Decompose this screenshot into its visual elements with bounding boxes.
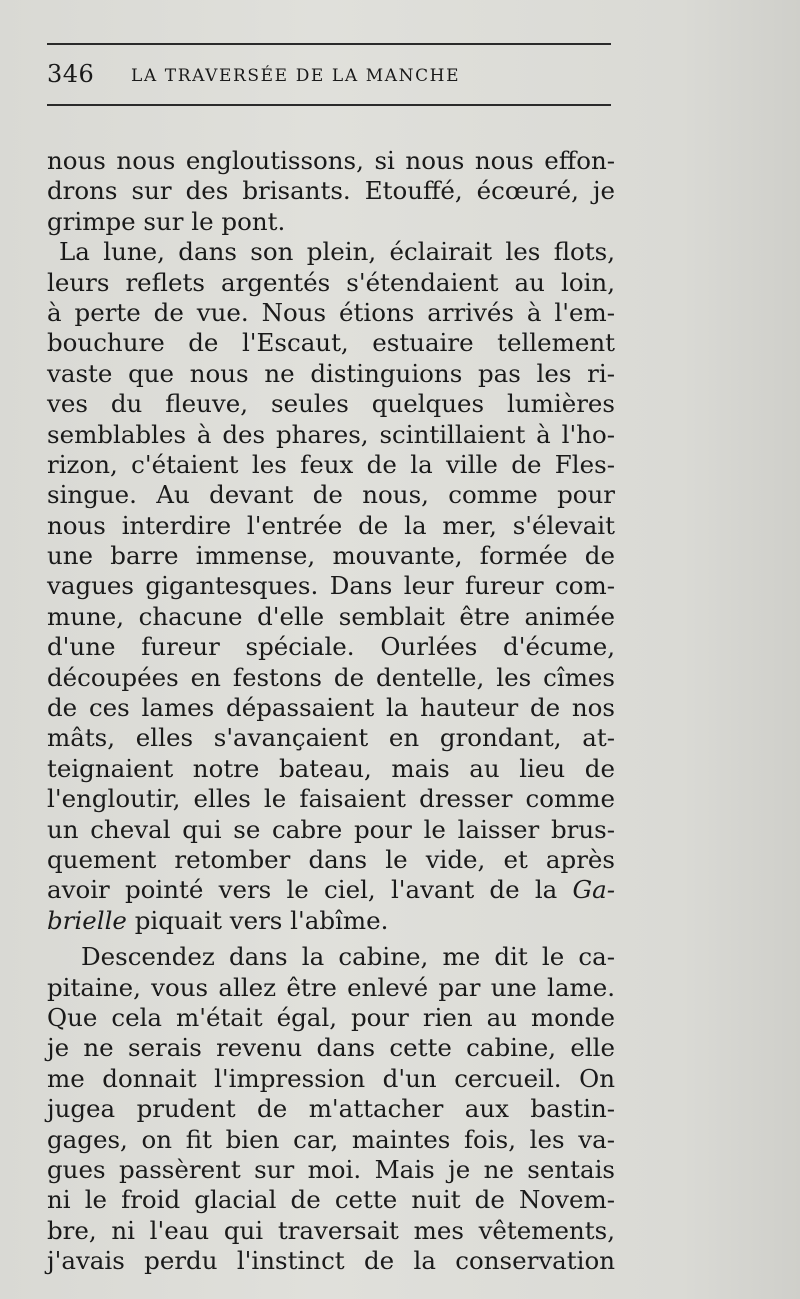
text-line: vagues gigantesques. Dans leur fureur com-: [47, 571, 615, 601]
body-text: [47, 146, 615, 1276]
text-line: de ces lames dépassaient la hauteur de nos: [47, 693, 615, 723]
text-line: gages, on fit bien car, maintes fois, les va-: [47, 1124, 615, 1154]
text-line: leurs reflets argentés s'étendaient au loin,: [47, 267, 615, 297]
text-line: ni le froid glacial de cette nuit de Novem-: [47, 1185, 615, 1215]
text-line: [47, 906, 615, 936]
text-line: drons sur des brisants. Etouffé, écœuré, je: [47, 176, 615, 206]
text-line: nous nous engloutissons, si nous nous effon-: [47, 146, 615, 175]
paragraph-first-line: Descendez dans la cabine, me dit le ca-: [81, 942, 615, 972]
header-rule-top: [47, 43, 611, 45]
text-line: jugea prudent de m'attacher aux bastin-: [47, 1094, 615, 1124]
text-segment: avoir pointé vers le ciel, l'avant de la: [47, 875, 558, 905]
text-line: rizon, c'étaient les feux de la ville de Fles-: [47, 449, 615, 479]
text-line: pitaine, vous allez être enlevé par une lame.: [47, 972, 615, 1002]
text-line: mâts, elles s'avançaient en grondant, at-: [47, 723, 615, 753]
text-line: [47, 875, 615, 905]
text-line: Que cela m'était égal, pour rien au monde: [47, 1002, 615, 1032]
text-line: d'une fureur spéciale. Ourlées d'écume,: [47, 632, 615, 662]
page-header: [47, 58, 611, 92]
italic-ship-name-continued: brielle: [47, 905, 127, 935]
text-line: bouchure de l'Escaut, estuaire tellement: [47, 328, 615, 358]
text-line: gues passèrent sur moi. Mais je ne sentais: [47, 1154, 615, 1184]
text-line: semblables à des phares, scintillaient à l'ho-: [47, 419, 615, 449]
text-line: ves du fleuve, seules quelques lumières: [47, 389, 615, 419]
text-line: une barre immense, mouvante, formée de: [47, 541, 615, 571]
text-line: découpées en festons de dentelle, les cîmes: [47, 662, 615, 692]
text-line: j'avais perdu l'instinct de la conservation: [47, 1246, 615, 1276]
text-line: vaste que nous ne distinguions pas les ri-: [47, 358, 615, 388]
text-segment: piquait vers l'abîme.: [134, 905, 389, 935]
paragraph-first-line: La lune, dans son plein, éclairait les flots,: [59, 237, 615, 267]
header-rule-bottom: [47, 104, 611, 106]
text-line: nous interdire l'entrée de la mer, s'élevait: [47, 510, 615, 540]
text-line: singue. Au devant de nous, comme pour: [47, 480, 615, 510]
page-number: 346: [47, 60, 95, 88]
italic-ship-name: Ga-: [572, 875, 615, 905]
text-line: bre, ni l'eau qui traversait mes vêtements,: [47, 1215, 615, 1245]
text-line: l'engloutir, elles le faisaient dresser comme: [47, 784, 615, 814]
running-title: LA TRAVERSÉE DE LA MANCHE: [131, 66, 461, 86]
text-line: mune, chacune d'elle semblait être animée: [47, 601, 615, 631]
text-line: quement retomber dans le vide, et après: [47, 844, 615, 874]
text-line: teignaient notre bateau, mais au lieu de: [47, 753, 615, 783]
text-line: grimpe sur le pont.: [47, 206, 286, 236]
text-line: je ne serais revenu dans cette cabine, elle: [47, 1033, 615, 1063]
text-line: à perte de vue. Nous étions arrivés à l'em-: [47, 297, 615, 327]
text-line: me donnait l'impression d'un cercueil. On: [47, 1063, 615, 1093]
text-line: un cheval qui se cabre pour le laisser brus-: [47, 814, 615, 844]
